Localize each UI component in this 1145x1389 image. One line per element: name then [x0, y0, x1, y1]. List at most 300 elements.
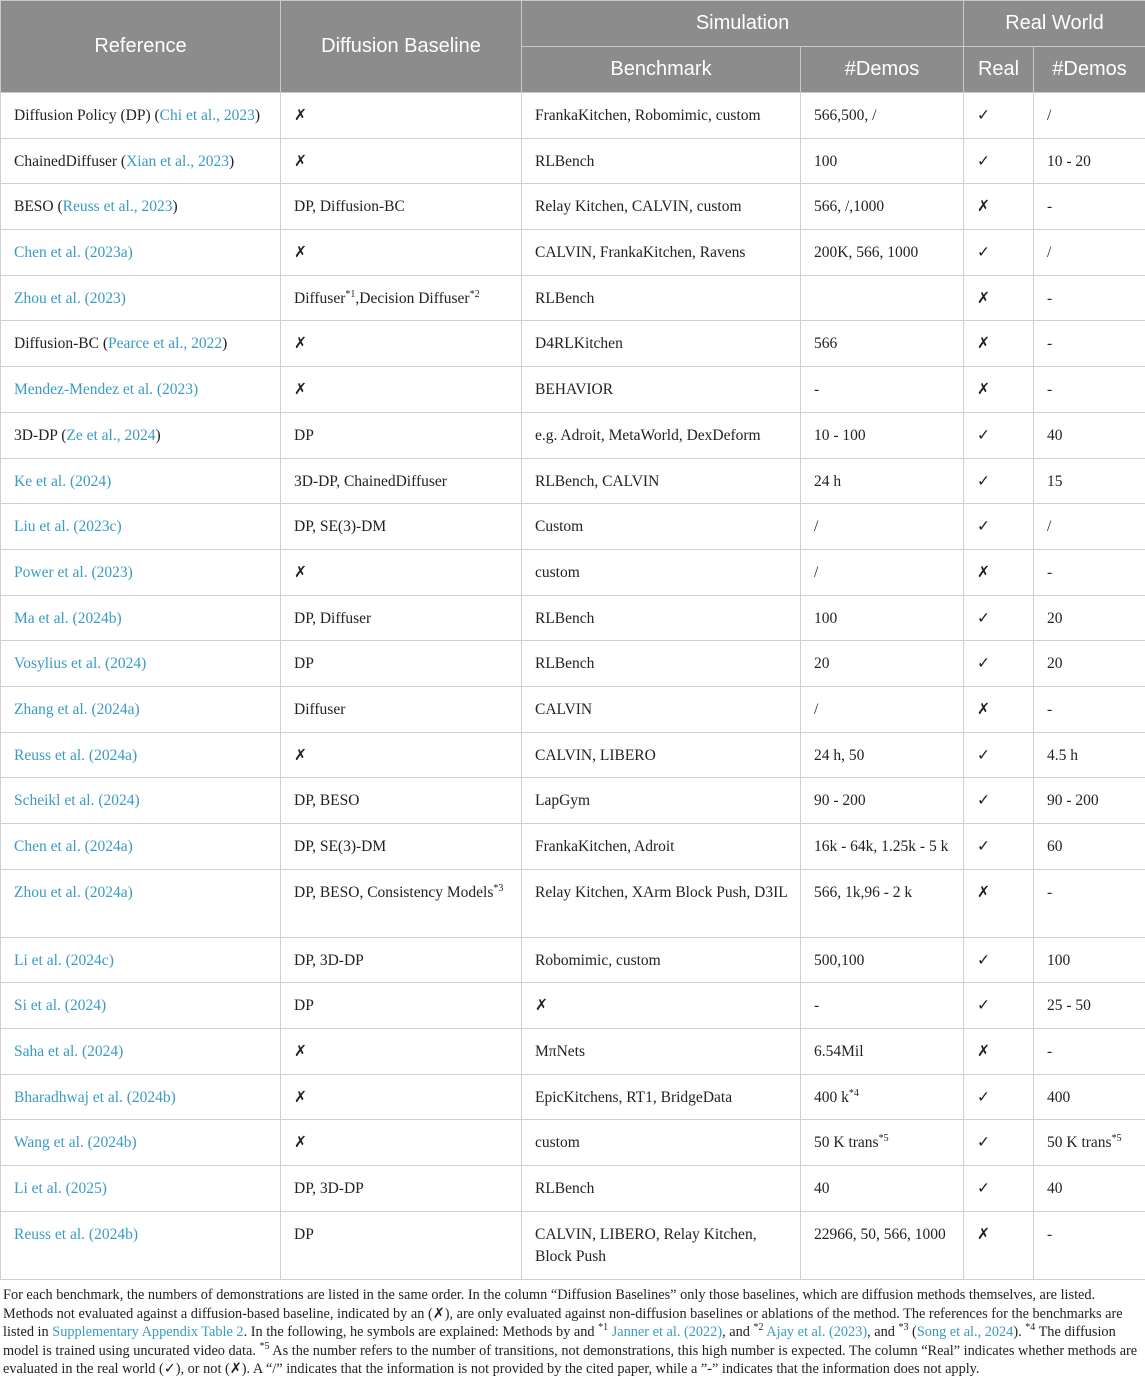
cell-real: ✓ — [964, 1074, 1034, 1120]
cell-diffusion-baseline — [281, 549, 522, 595]
cell-demos-sim — [801, 869, 964, 937]
cell-reference — [1, 93, 281, 139]
demos-value: 20 — [1047, 609, 1063, 627]
demos-value: 100 — [1047, 951, 1071, 969]
citation-link[interactable]: Mendez-Mendez et al. (2023) — [14, 381, 199, 399]
footnote-symbol: *4 — [1025, 1322, 1036, 1334]
footnote-link[interactable]: Ajay et al. (2023) — [766, 1324, 868, 1341]
cell-real: ✗ — [964, 549, 1034, 595]
cell-reference — [1, 1211, 281, 1279]
demos-value: 100 — [814, 609, 838, 627]
baseline-text: ✗ — [294, 563, 307, 581]
cell-benchmark: ✗ — [522, 983, 801, 1029]
table-row — [1, 275, 1145, 321]
cell-demos-real — [1034, 367, 1145, 413]
cell-demos-sim — [801, 732, 964, 778]
cell-real: ✓ — [964, 641, 1034, 687]
baseline-text: DP — [294, 426, 314, 444]
footnote-text: ( — [908, 1324, 917, 1341]
reference-text: 3D-DP ( — [14, 426, 67, 444]
demos-value: 566, 1k,96 - 2 k — [814, 883, 913, 901]
cell-real: ✓ — [964, 937, 1034, 983]
cell-demos-real — [1034, 93, 1145, 139]
demos-value: 40 — [1047, 426, 1063, 444]
demos-value: 24 h, 50 — [814, 746, 865, 764]
reference-text: Diffusion Policy (DP) ( — [14, 107, 160, 124]
cell-reference — [1, 138, 281, 184]
cell-demos-real — [1034, 732, 1145, 778]
demos-value: - — [1047, 289, 1053, 307]
citation-link[interactable]: Power et al. (2023) — [14, 563, 133, 581]
cell-real: ✗ — [964, 184, 1034, 230]
table-row — [1, 1166, 1145, 1212]
demos-value: / — [1047, 107, 1052, 124]
table-footnote — [3, 1286, 1143, 1379]
footnote-text: , and — [867, 1324, 899, 1341]
cell-demos-sim — [801, 321, 964, 367]
footnote-text: The diffusion model is trained using uncurated video data. — [3, 1324, 1116, 1359]
header-real: Real — [964, 47, 1034, 93]
citation-link[interactable]: Wang et al. (2024b) — [14, 1134, 137, 1152]
cell-demos-sim — [801, 230, 964, 276]
baseline-text: 3D-DP, ChainedDiffuser — [294, 472, 447, 490]
cell-diffusion-baseline — [281, 412, 522, 458]
demos-value: - — [1047, 1043, 1053, 1061]
cell-diffusion-baseline — [281, 458, 522, 504]
baseline-text: Diffuser — [294, 289, 346, 307]
cell-reference — [1, 595, 281, 641]
cell-real: ✓ — [964, 504, 1034, 550]
cell-reference — [1, 504, 281, 550]
cell-demos-real — [1034, 778, 1145, 824]
header-real-world: Real World — [964, 1, 1145, 47]
demos-value: 40 — [814, 1180, 830, 1198]
demos-value: / — [814, 700, 819, 718]
cell-demos-sim — [801, 504, 964, 550]
demos-value: 20 — [1047, 655, 1063, 673]
cell-benchmark: FrankaKitchen, Adroit — [522, 824, 801, 870]
header-simulation: Simulation — [522, 1, 964, 47]
baseline-text: DP, SE(3)-DM — [294, 518, 387, 536]
cell-reference — [1, 686, 281, 732]
cell-demos-real — [1034, 549, 1145, 595]
cell-demos-sim — [801, 138, 964, 184]
table-row — [1, 641, 1145, 687]
demos-value: 50 K trans — [814, 1134, 879, 1152]
cell-reference — [1, 778, 281, 824]
cell-diffusion-baseline — [281, 138, 522, 184]
header-reference: Reference — [1, 1, 281, 93]
cell-real: ✓ — [964, 983, 1034, 1029]
cell-real: ✓ — [964, 1120, 1034, 1166]
citation-link[interactable]: Zhou et al. (2024a) — [14, 883, 133, 901]
baseline-text: DP — [294, 655, 314, 673]
citation-link[interactable]: Ze et al., 2024 — [66, 426, 156, 444]
table-row — [1, 321, 1145, 367]
cell-demos-real — [1034, 458, 1145, 504]
demos-value: - — [814, 381, 820, 399]
cell-reference — [1, 1074, 281, 1120]
header-diffusion-baseline: Diffusion Baseline — [281, 1, 522, 93]
cell-demos-real — [1034, 1074, 1145, 1120]
baseline-text: DP — [294, 1225, 314, 1243]
citation-link[interactable]: Ke et al. (2024) — [14, 472, 112, 490]
table-row — [1, 458, 1145, 504]
baseline-text: DP — [294, 997, 314, 1015]
footnote-symbol: *2 — [753, 1322, 764, 1334]
demos-value: - — [1047, 335, 1053, 353]
cell-demos-real — [1034, 138, 1145, 184]
cell-demos-sim — [801, 937, 964, 983]
demos-value: - — [1047, 563, 1053, 581]
header-demos-real: #Demos — [1034, 47, 1145, 93]
table-row — [1, 230, 1145, 276]
baseline-text: DP, BESO — [294, 792, 360, 810]
demos-value: 15 — [1047, 472, 1063, 490]
footnote-text: ). — [1013, 1324, 1026, 1341]
cell-reference — [1, 321, 281, 367]
cell-reference — [1, 458, 281, 504]
cell-benchmark: RLBench, CALVIN — [522, 458, 801, 504]
cell-demos-sim — [801, 93, 964, 139]
citation-link[interactable]: Reuss et al. (2024b) — [14, 1225, 138, 1243]
cell-reference — [1, 732, 281, 778]
demos-value: 90 - 200 — [1047, 792, 1099, 810]
cell-demos-real — [1034, 641, 1145, 687]
cell-demos-real — [1034, 504, 1145, 550]
demos-value: - — [1047, 198, 1053, 216]
demos-value: / — [814, 518, 819, 536]
cell-diffusion-baseline — [281, 1166, 522, 1212]
table-row — [1, 595, 1145, 641]
cell-real: ✗ — [964, 367, 1034, 413]
table-body — [1, 93, 1145, 1280]
cell-real: ✗ — [964, 275, 1034, 321]
footnote-symbol: *3 — [898, 1322, 909, 1334]
demos-value: 90 - 200 — [814, 792, 866, 810]
cell-real: ✓ — [964, 138, 1034, 184]
citation-link[interactable]: Chen et al. (2023a) — [14, 244, 133, 262]
table-row — [1, 686, 1145, 732]
demos-value: 4.5 h — [1047, 746, 1079, 764]
footnote-marker: *5 — [878, 1133, 889, 1145]
footnote-text: For each benchmark, the numbers of demonstrations are listed in the same order. In the column “Diffusion Baselines” only those baselines, which are diffusion methods themselves, are listed. Methods not evaluated against a diffusion-based baseline, indicated by an (✗), are only evaluated against non-diffusion baselines or ablations of the method. The references for the benchmarks are listed in — [3, 1287, 1123, 1341]
cell-demos-sim — [801, 1166, 964, 1212]
table-row — [1, 504, 1145, 550]
cell-demos-sim — [801, 641, 964, 687]
table-row — [1, 824, 1145, 870]
cell-demos-sim — [801, 595, 964, 641]
cell-reference — [1, 983, 281, 1029]
cell-benchmark: custom — [522, 1120, 801, 1166]
cell-benchmark: RLBench — [522, 138, 801, 184]
cell-demos-sim — [801, 184, 964, 230]
citation-link[interactable]: Chen et al. (2024a) — [14, 838, 133, 855]
cell-reference — [1, 412, 281, 458]
cell-diffusion-baseline — [281, 732, 522, 778]
cell-benchmark: BEHAVIOR — [522, 367, 801, 413]
demos-value: 500,100 — [814, 951, 865, 969]
demos-value: - — [1047, 883, 1053, 901]
reference-text: ) — [254, 107, 260, 124]
demos-value: 566,500, / — [814, 107, 877, 124]
citation-link[interactable]: Liu et al. (2023c) — [14, 518, 122, 536]
baseline-text: DP, SE(3)-DM — [294, 838, 387, 855]
demos-value: - — [1047, 381, 1053, 399]
reference-text: ) — [222, 335, 228, 353]
table-row — [1, 1120, 1145, 1166]
footnote-symbol: *1 — [598, 1322, 609, 1334]
cell-real: ✓ — [964, 732, 1034, 778]
cell-demos-sim — [801, 275, 964, 321]
footnote-symbol: *5 — [259, 1341, 270, 1353]
baseline-text: ✗ — [294, 244, 307, 262]
citation-link[interactable]: Zhang et al. (2024a) — [14, 700, 140, 718]
citation-link[interactable]: Li et al. (2025) — [14, 1180, 107, 1198]
demos-value: 566 — [814, 335, 838, 353]
baseline-text: ✗ — [294, 152, 307, 170]
cell-real: ✓ — [964, 458, 1034, 504]
demos-value: 22966, 50, 566, 1000 — [814, 1225, 946, 1243]
cell-reference — [1, 230, 281, 276]
footnote-marker: *1 — [345, 288, 356, 300]
cell-demos-real — [1034, 1120, 1145, 1166]
table-row — [1, 412, 1145, 458]
baseline-text: ✗ — [294, 107, 307, 124]
cell-demos-sim — [801, 686, 964, 732]
citation-link[interactable]: Reuss et al., 2023 — [62, 198, 173, 216]
cell-reference — [1, 641, 281, 687]
cell-demos-sim — [801, 983, 964, 1029]
cell-diffusion-baseline — [281, 504, 522, 550]
citation-link[interactable]: Vosylius et al. (2024) — [14, 655, 147, 673]
demos-value: 400 k — [814, 1088, 849, 1106]
cell-real: ✓ — [964, 595, 1034, 641]
cell-diffusion-baseline — [281, 686, 522, 732]
demos-value: - — [814, 997, 820, 1015]
citation-link[interactable]: Zhou et al. (2023) — [14, 289, 126, 307]
reference-text: BESO ( — [14, 198, 63, 216]
cell-demos-real — [1034, 184, 1145, 230]
cell-real: ✗ — [964, 1211, 1034, 1279]
table-row — [1, 138, 1145, 184]
cell-benchmark: RLBench — [522, 275, 801, 321]
cell-reference — [1, 184, 281, 230]
cell-reference — [1, 824, 281, 870]
cell-demos-real — [1034, 595, 1145, 641]
cell-demos-real — [1034, 824, 1145, 870]
demos-value: / — [814, 563, 819, 581]
cell-real: ✗ — [964, 686, 1034, 732]
cell-demos-real — [1034, 321, 1145, 367]
cell-diffusion-baseline — [281, 869, 522, 937]
baseline-text: DP, Diffusion-BC — [294, 198, 405, 216]
cell-benchmark: MπNets — [522, 1029, 801, 1075]
demos-value: 10 - 20 — [1047, 152, 1091, 170]
cell-diffusion-baseline — [281, 230, 522, 276]
table-row — [1, 1074, 1145, 1120]
cell-demos-real — [1034, 1166, 1145, 1212]
demos-value: - — [1047, 700, 1053, 718]
footnote-text: , and — [722, 1324, 754, 1341]
cell-benchmark: CALVIN, LIBERO, Relay Kitchen, Block Push — [522, 1211, 801, 1279]
cell-benchmark: CALVIN — [522, 686, 801, 732]
table-row — [1, 937, 1145, 983]
cell-benchmark: EpicKitchens, RT1, BridgeData — [522, 1074, 801, 1120]
citation-link[interactable]: Ma et al. (2024b) — [14, 609, 122, 627]
citation-link[interactable]: Chi et al., 2023 — [159, 107, 255, 124]
reference-text: Diffusion-BC ( — [14, 335, 109, 353]
citation-link[interactable]: Reuss et al. (2024a) — [14, 746, 138, 764]
demos-value: 400 — [1047, 1088, 1071, 1106]
cell-reference — [1, 1029, 281, 1075]
baseline-text: Diffuser — [294, 700, 346, 718]
cell-demos-real — [1034, 937, 1145, 983]
header-demos-sim: #Demos — [801, 47, 964, 93]
cell-reference — [1, 275, 281, 321]
cell-demos-sim — [801, 412, 964, 458]
cell-diffusion-baseline — [281, 824, 522, 870]
cell-benchmark: custom — [522, 549, 801, 595]
footnote-text: . In the following, he symbols are explained: Methods by and — [243, 1324, 599, 1341]
cell-demos-sim — [801, 778, 964, 824]
cell-diffusion-baseline — [281, 1120, 522, 1166]
cell-benchmark: RLBench — [522, 1166, 801, 1212]
demos-value: 25 - 50 — [1047, 997, 1091, 1015]
demos-value: 60 — [1047, 838, 1063, 855]
cell-diffusion-baseline — [281, 1074, 522, 1120]
cell-demos-sim — [801, 367, 964, 413]
cell-diffusion-baseline — [281, 321, 522, 367]
table-row — [1, 549, 1145, 595]
footnote-marker: *4 — [848, 1087, 859, 1099]
footnote-link[interactable]: Song et al., 2024 — [916, 1324, 1014, 1341]
footnote-link[interactable]: Janner et al. (2022) — [611, 1324, 723, 1341]
citation-link[interactable]: Li et al. (2024c) — [14, 951, 114, 969]
baseline-text: DP, Diffuser — [294, 609, 372, 627]
cell-benchmark: LapGym — [522, 778, 801, 824]
cell-benchmark: Relay Kitchen, XArm Block Push, D3IL — [522, 869, 801, 937]
cell-diffusion-baseline — [281, 275, 522, 321]
cell-real: ✗ — [964, 321, 1034, 367]
table-row — [1, 1211, 1145, 1279]
cell-demos-real — [1034, 412, 1145, 458]
citation-link[interactable]: Scheikl et al. (2024) — [14, 792, 140, 810]
cell-diffusion-baseline — [281, 1211, 522, 1279]
cell-diffusion-baseline — [281, 1029, 522, 1075]
baseline-text: ✗ — [294, 335, 307, 353]
cell-demos-sim — [801, 824, 964, 870]
demos-value: 16k - 64k, 1.25k - 5 k — [814, 838, 949, 855]
baseline-text: ,Decision Diffuser — [355, 289, 470, 307]
cell-demos-sim — [801, 458, 964, 504]
cell-demos-real — [1034, 983, 1145, 1029]
cell-reference — [1, 549, 281, 595]
demos-value: 200K, 566, 1000 — [814, 244, 919, 262]
cell-benchmark: Robomimic, custom — [522, 937, 801, 983]
cell-demos-real — [1034, 230, 1145, 276]
reference-text: ) — [228, 152, 235, 170]
cell-demos-sim — [801, 1120, 964, 1166]
cell-benchmark: e.g. Adroit, MetaWorld, DexDeform — [522, 412, 801, 458]
baseline-text: DP, 3D-DP — [294, 951, 364, 969]
table-row — [1, 367, 1145, 413]
cell-diffusion-baseline — [281, 778, 522, 824]
cell-demos-real — [1034, 686, 1145, 732]
cell-diffusion-baseline — [281, 983, 522, 1029]
table-row — [1, 869, 1145, 937]
cell-diffusion-baseline — [281, 641, 522, 687]
cell-demos-sim — [801, 1029, 964, 1075]
cell-diffusion-baseline — [281, 937, 522, 983]
demos-value: / — [1047, 244, 1052, 262]
demos-value: 10 - 100 — [814, 426, 866, 444]
cell-benchmark: D4RLKitchen — [522, 321, 801, 367]
footnote-marker: *5 — [1111, 1133, 1122, 1145]
cell-benchmark: FrankaKitchen, Robomimic, custom — [522, 93, 801, 139]
cell-diffusion-baseline — [281, 93, 522, 139]
demos-value: 24 h — [814, 472, 842, 490]
reference-text: ChainedDiffuser ( — [14, 152, 127, 170]
cell-real: ✓ — [964, 412, 1034, 458]
cell-reference — [1, 869, 281, 937]
cell-reference — [1, 367, 281, 413]
cell-demos-real — [1034, 275, 1145, 321]
cell-demos-real — [1034, 1029, 1145, 1075]
table-row — [1, 93, 1145, 139]
citation-link[interactable]: Bharadhwaj et al. (2024b) — [14, 1088, 176, 1106]
baseline-text: DP, BESO, Consistency Models — [294, 883, 494, 901]
baseline-text: DP, 3D-DP — [294, 1180, 364, 1198]
cell-diffusion-baseline — [281, 595, 522, 641]
header-benchmark: Benchmark — [522, 47, 801, 93]
footnote-marker: *2 — [469, 288, 480, 300]
cell-reference — [1, 1120, 281, 1166]
table-row — [1, 778, 1145, 824]
cell-benchmark: Custom — [522, 504, 801, 550]
footnote-link[interactable]: Supplementary Appendix Table 2 — [52, 1324, 244, 1341]
demos-value: 40 — [1047, 1180, 1063, 1198]
demos-value: 566, /,1000 — [814, 198, 885, 216]
cell-real: ✓ — [964, 1166, 1034, 1212]
baseline-text: ✗ — [294, 1088, 307, 1106]
citation-link[interactable]: Xian et al., 2023 — [126, 152, 229, 170]
footnote-text: As the number refers to the number of transitions, not demonstrations, this high number is expected. The column “Real” indicates whether methods are evaluated in the real world (✓), or not (✗). A “/” indicates that the information is not provided by the cited paper, while a ”-” indicates that the information does not apply. — [3, 1342, 1138, 1378]
demos-value: 50 K trans — [1047, 1134, 1112, 1152]
cell-demos-real — [1034, 869, 1145, 937]
demos-value: 100 — [814, 152, 838, 170]
baseline-text: ✗ — [294, 381, 307, 399]
cell-benchmark: Relay Kitchen, CALVIN, custom — [522, 184, 801, 230]
citation-link[interactable]: Si et al. (2024) — [14, 997, 107, 1015]
baseline-text: ✗ — [294, 1043, 307, 1061]
cell-demos-sim — [801, 549, 964, 595]
cell-real: ✗ — [964, 869, 1034, 937]
citation-link[interactable]: Pearce et al., 2022 — [108, 335, 223, 353]
table-row — [1, 184, 1145, 230]
reference-text: ) — [155, 426, 161, 444]
cell-diffusion-baseline — [281, 367, 522, 413]
cell-demos-real — [1034, 1211, 1145, 1279]
table-row — [1, 1029, 1145, 1075]
cell-real: ✓ — [964, 93, 1034, 139]
table-row — [1, 983, 1145, 1029]
demos-value: / — [1047, 518, 1052, 536]
citation-link[interactable]: Saha et al. (2024) — [14, 1043, 124, 1061]
demos-value: 20 — [814, 655, 830, 673]
cell-benchmark: CALVIN, LIBERO — [522, 732, 801, 778]
cell-real: ✓ — [964, 824, 1034, 870]
